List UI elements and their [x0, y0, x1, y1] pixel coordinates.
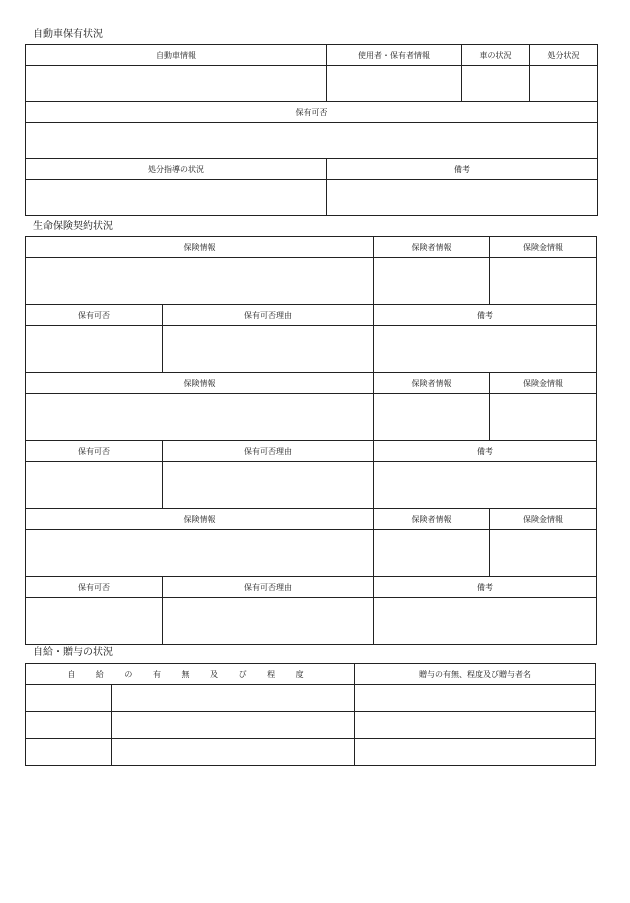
ownership-permission-header: 保有可否 [26, 102, 598, 123]
holding-reason-field[interactable] [163, 598, 374, 645]
gift-details-field[interactable] [355, 685, 596, 712]
holding-permission-header: 保有可否 [26, 441, 163, 462]
self-support-detail-field[interactable] [112, 739, 355, 766]
insurance-payout-field[interactable] [490, 530, 597, 577]
insurance-info-header: 保険情報 [26, 509, 374, 530]
self-support-label-field[interactable] [26, 739, 112, 766]
vehicle-section-title: 自動車保有状況 [33, 29, 103, 40]
insurer-info-field[interactable] [374, 394, 490, 441]
vehicle-condition-header: 車の状況 [462, 45, 530, 66]
vehicle-info-header: 自動車情報 [26, 45, 327, 66]
gift-details-field[interactable] [355, 712, 596, 739]
vehicle-remarks-field[interactable] [327, 180, 598, 216]
disposal-status-field[interactable] [530, 66, 598, 102]
self-support-label-field[interactable] [26, 712, 112, 739]
life-insurance-table [25, 236, 597, 645]
insurance-remarks-field[interactable] [374, 462, 597, 509]
self-support-section-title: 自給・贈与の状況 [33, 647, 113, 658]
holding-reason-header: 保有可否理由 [163, 441, 374, 462]
insurance-info-field[interactable] [26, 394, 374, 441]
insurance-payout-field[interactable] [490, 258, 597, 305]
insurer-info-field[interactable] [374, 258, 490, 305]
vehicle-info-field[interactable] [26, 66, 327, 102]
insurance-info-header: 保険情報 [26, 373, 374, 394]
self-support-table [25, 663, 596, 766]
self-support-header: 自 給 の 有 無 及 び 程 度 [26, 664, 355, 685]
insurer-info-header: 保険者情報 [374, 509, 490, 530]
vehicle-table [25, 44, 598, 216]
insurance-info-field[interactable] [26, 258, 374, 305]
insurance-payout-header: 保険金情報 [490, 509, 597, 530]
holding-permission-field[interactable] [26, 326, 163, 373]
insurance-remarks-header: 備考 [374, 577, 597, 598]
vehicle-condition-field[interactable] [462, 66, 530, 102]
insurance-payout-header: 保険金情報 [490, 237, 597, 258]
vehicle-remarks-header: 備考 [327, 159, 598, 180]
insurer-info-field[interactable] [374, 530, 490, 577]
disposal-status-header: 処分状況 [530, 45, 598, 66]
self-support-label-field[interactable] [26, 685, 112, 712]
self-support-detail-field[interactable] [112, 712, 355, 739]
disposal-guidance-field[interactable] [26, 180, 327, 216]
disposal-guidance-header: 処分指導の状況 [26, 159, 327, 180]
life-insurance-section-title: 生命保険契約状況 [33, 221, 113, 232]
insurance-remarks-header: 備考 [374, 441, 597, 462]
insurance-payout-field[interactable] [490, 394, 597, 441]
holding-permission-header: 保有可否 [26, 305, 163, 326]
ownership-permission-field[interactable] [26, 123, 598, 159]
self-support-detail-field[interactable] [112, 685, 355, 712]
owner-info-header: 使用者・保有者情報 [327, 45, 462, 66]
gift-details-header: 贈与の有無、程度及び贈与者名 [355, 664, 596, 685]
holding-reason-field[interactable] [163, 462, 374, 509]
insurance-remarks-field[interactable] [374, 326, 597, 373]
holding-reason-header: 保有可否理由 [163, 305, 374, 326]
insurance-remarks-field[interactable] [374, 598, 597, 645]
holding-reason-header: 保有可否理由 [163, 577, 374, 598]
insurance-payout-header: 保険金情報 [490, 373, 597, 394]
holding-permission-field[interactable] [26, 598, 163, 645]
insurance-info-header: 保険情報 [26, 237, 374, 258]
insurer-info-header: 保険者情報 [374, 237, 490, 258]
insurance-info-field[interactable] [26, 530, 374, 577]
holding-permission-field[interactable] [26, 462, 163, 509]
holding-reason-field[interactable] [163, 326, 374, 373]
holding-permission-header: 保有可否 [26, 577, 163, 598]
insurance-remarks-header: 備考 [374, 305, 597, 326]
owner-info-field[interactable] [327, 66, 462, 102]
gift-details-field[interactable] [355, 739, 596, 766]
insurer-info-header: 保険者情報 [374, 373, 490, 394]
